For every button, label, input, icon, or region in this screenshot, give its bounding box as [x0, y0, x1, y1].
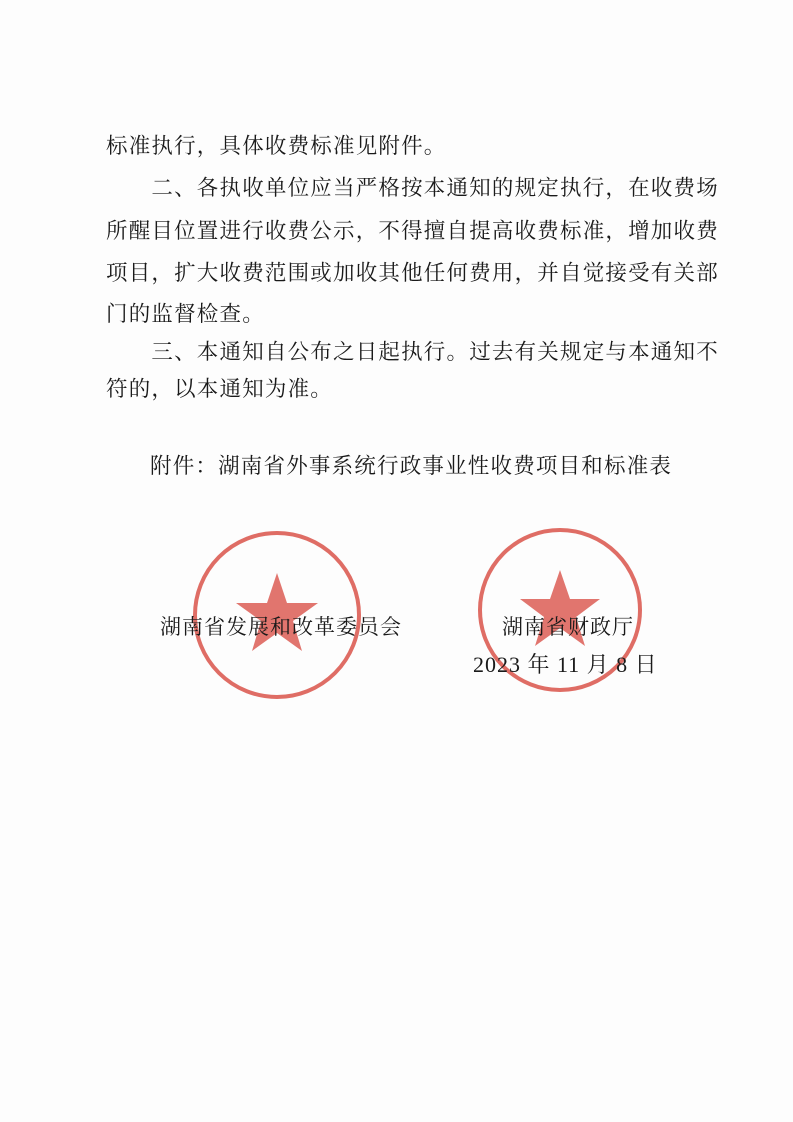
signature-date: 2023 年 11 月 8 日: [473, 652, 658, 677]
body-line-6: 三、本通知自公布之日起执行。过去有关规定与本通知不: [106, 340, 719, 365]
body-line-2: 二、各执收单位应当严格按本通知的规定执行，在收费场: [106, 176, 719, 201]
body-line-1: 标准执行，具体收费标准见附件。: [106, 134, 447, 159]
attachment-line: 附件：湖南省外事系统行政事业性收费项目和标准表: [150, 454, 673, 479]
body-line-3: 所醒目位置进行收费公示，不得擅自提高收费标准，增加收费: [106, 219, 719, 244]
body-line-4: 项目，扩大收费范围或加收其他任何费用，并自觉接受有关部: [106, 261, 719, 286]
signature-right: 湖南省财政厅: [502, 615, 634, 639]
body-line-5: 门的监督检查。: [106, 302, 265, 327]
body-line-7: 符的，以本通知为准。: [106, 377, 334, 402]
signature-left: 湖南省发展和改革委员会: [160, 615, 402, 639]
